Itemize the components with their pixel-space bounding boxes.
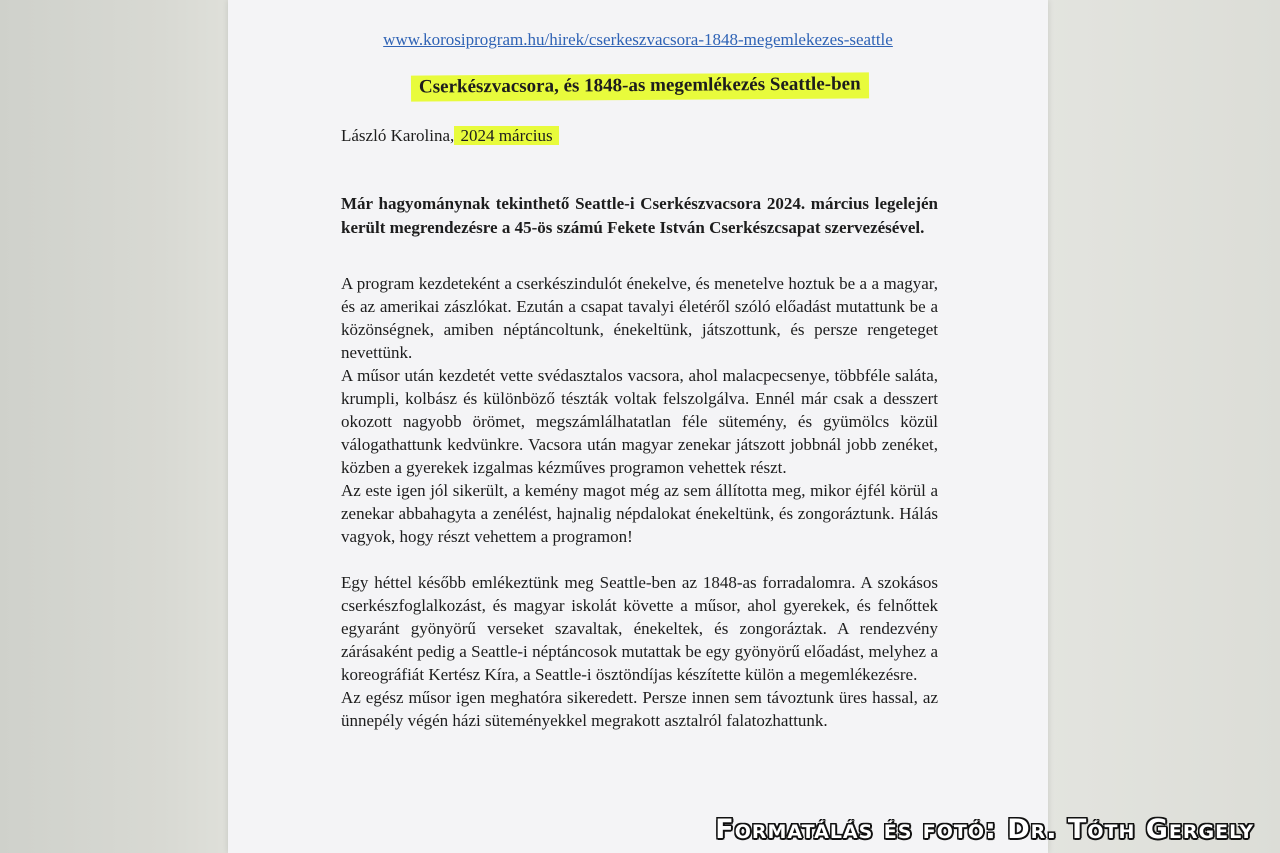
paragraph-commemoration: Egy héttel később emlékeztünk meg Seattle-ben az 1848-as forradalomra. A szokásos cserkészfoglalkozást, és magyar iskolát követte a műsor, ahol gyerekek, és felnőttek egyaránt gyönyörű verseket szavaltak, énekeltek, és zongoráztak. A rendezvény zárásaként pedig a Seattle-i néptáncosok mutattak be egy gyönyörű előadást, melyhez a koreográfiát Kertész Kíra, a Seattle-i ösztöndíjas készítette külön a megemlékezésre. <box>341 573 938 684</box>
author-name: László Karolina <box>341 126 451 145</box>
paragraph-program: A program kezdeteként a cserkészindulót énekelve, és menetelve hoztuk be a a magyar, és az amerikai zászlókat. Ezután a csapat tavalyi életéről szóló előadást mutattunk be a közönségnek, amiben néptáncoltunk, énekeltünk, játszottunk, és persze rengeteget nevettünk. <box>341 274 938 362</box>
paragraph-dinner: A műsor után kezdetét vette svédasztalos vacsora, ahol malacpecsenye, többféle saláta, krumpli, kolbász és különböző tészták voltak felszolgálva. Ennél már csak a desszert okozott nagyobb örömet, megszámlálhatatlan féle sütemény, és gyümölcs közül válogathattunk kedvünkre. Vacsora után magyar zenekar játszott jobbnál jobb zenéket, közben a gyerekek izgalmas kézműves programon vehettek részt. <box>341 366 938 477</box>
title-wrapper <box>341 74 938 100</box>
article-date <box>454 126 558 145</box>
background-wall-right <box>1045 0 1280 853</box>
byline: László Karolina, 2024 március <box>341 126 938 146</box>
article-content <box>341 30 938 732</box>
printed-page <box>228 0 1048 853</box>
article-lead: Már hagyománynak tekinthető Seattle-i Cserkészvacsora 2024. március legelején került megrendezésre a 45-ös számú Fekete István Cserkészcsapat szervezésével. <box>341 194 938 237</box>
paragraph-closing: Az egész műsor igen meghatóra sikeredett. Persze innen sem távoztunk üres hassal, az ünnepély végén házi süteményekkel megrakott asztalról falatozhattunk. <box>341 688 938 730</box>
background-wall-left <box>0 0 232 853</box>
photo-credit: Formatálás és fotó: Dr. Tóth Gergely <box>715 814 1254 845</box>
article-url-link[interactable]: www.korosiprogram.hu/hirek/cserkeszvacsora-1848-megemlekezes-seattle <box>383 30 893 49</box>
paragraph-evening: Az este igen jól sikerült, a kemény magot még az sem állította meg, mikor éjfél körül a zenekar abbahagyta a zenélést, hajnalig népdalokat énekeltünk, és zongoráztunk. Hálás vagyok, hogy részt vehettem a programon! <box>341 481 938 546</box>
article-title: Cserkészvacsora, és 1848-as megemlékezés Seattle-ben <box>411 72 869 101</box>
article-date-text: 2024 március <box>460 126 553 145</box>
